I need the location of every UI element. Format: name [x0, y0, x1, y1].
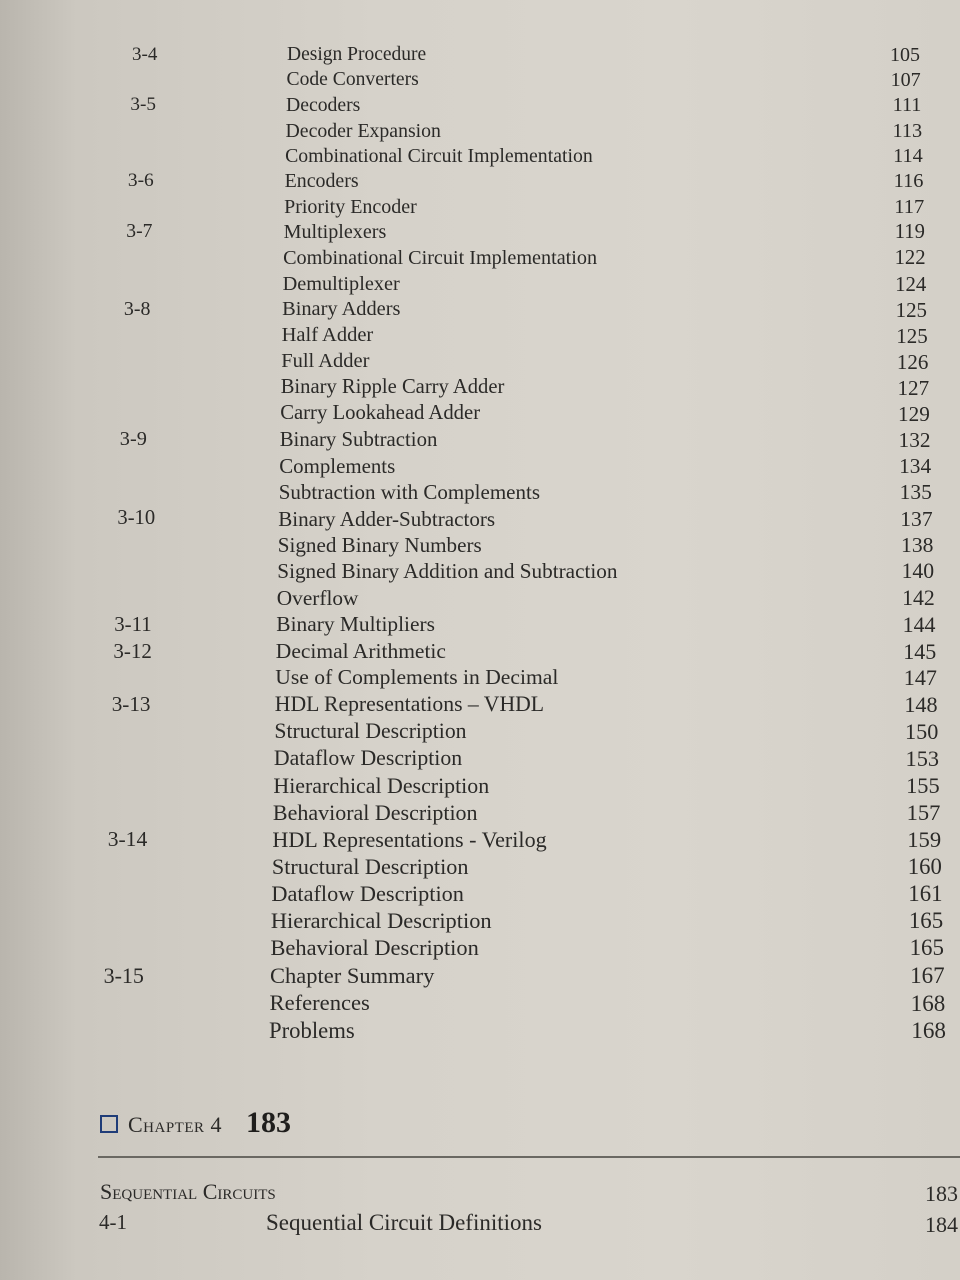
- toc-entry-title: Dataflow Description: [273, 745, 463, 770]
- toc-page-number: 113: [892, 119, 923, 142]
- chapter-heading: [100, 1106, 700, 1146]
- toc-page-number: 116: [893, 170, 924, 193]
- toc-entry-title: Decimal Arithmetic: [275, 638, 446, 663]
- toc-row: [0, 612, 960, 638]
- toc-page-number: 135: [899, 480, 932, 505]
- toc-section-number: 3-11: [114, 612, 152, 637]
- toc-entry-title: Encoders: [284, 170, 359, 193]
- toc-row: [0, 170, 960, 196]
- toc-page-number: 119: [894, 221, 925, 244]
- toc-page-number: 168: [911, 1017, 946, 1044]
- toc-entry-title: Binary Adders: [282, 298, 401, 321]
- toc-page-number: 132: [898, 427, 931, 452]
- toc-entry-title: HDL Representations – VHDL: [274, 692, 545, 716]
- toc-entry-title: Dataflow Description: [271, 880, 464, 906]
- chapter-title: Sequential Circuits: [100, 1179, 276, 1204]
- toc-section-number: 3-4: [132, 44, 158, 65]
- toc-entry-title: Demultiplexer: [282, 272, 400, 295]
- toc-row: [0, 221, 960, 247]
- toc-page-number: 138: [901, 532, 934, 557]
- toc-page-number: 142: [902, 585, 935, 610]
- toc-page-number: 161: [908, 880, 943, 906]
- toc-entry-title: Hierarchical Description: [270, 908, 492, 934]
- toc-page-number: 167: [910, 962, 945, 988]
- toc-section-number: 4-1: [99, 1210, 127, 1234]
- toc-page-number: 147: [903, 665, 937, 691]
- toc-page-number: 145: [903, 638, 937, 664]
- toc-row-next: [0, 1210, 960, 1236]
- toc-page-number: 105: [890, 44, 920, 66]
- toc-row: [0, 827, 960, 853]
- toc-page-number: 150: [905, 718, 939, 744]
- toc-row: [0, 665, 960, 691]
- toc-entry-title: Structural Description: [271, 853, 469, 879]
- toc-page-number: 107: [890, 69, 921, 92]
- toc-entry-title: Binary Multipliers: [276, 612, 435, 637]
- toc-row: [0, 454, 960, 480]
- toc-section-number: 3-12: [113, 638, 152, 663]
- toc-entry-title: Use of Complements in Decimal: [275, 665, 559, 690]
- toc-row: [0, 908, 960, 934]
- toc-section-number: 3-15: [103, 962, 144, 988]
- toc-page-number: 111: [892, 94, 922, 117]
- toc-page-number: 165: [908, 908, 944, 934]
- toc-entry-title: Binary Subtraction: [279, 427, 438, 451]
- toc-row: [0, 145, 960, 171]
- toc-row: [0, 120, 960, 146]
- toc-row: [0, 247, 960, 273]
- toc-section-number: 3-9: [119, 427, 147, 450]
- toc-row: [0, 298, 960, 324]
- toc-page-number: 160: [907, 853, 942, 879]
- toc-entry-title: Behavioral Description: [270, 935, 479, 961]
- toc-page-number: 148: [904, 692, 938, 717]
- toc-row: [0, 350, 960, 376]
- toc-entry-title: Signed Binary Addition and Subtraction: [277, 559, 618, 584]
- chapter-page: 183: [246, 1106, 292, 1139]
- toc-row: [0, 586, 960, 612]
- toc-page-number: 155: [906, 772, 940, 798]
- toc-section-number: 3-14: [107, 826, 148, 851]
- toc-entry-title: Problems: [269, 1017, 355, 1043]
- toc-page-number: 126: [896, 349, 929, 374]
- toc-row: [0, 559, 960, 585]
- toc-section-number: 3-13: [111, 692, 151, 716]
- toc-row: [0, 94, 960, 120]
- toc-entry-title: Priority Encoder: [284, 195, 417, 218]
- toc-row: [0, 639, 960, 665]
- toc-entry-title: HDL Representations - Verilog: [272, 826, 547, 852]
- toc-entry-title: Decoder Expansion: [285, 119, 441, 142]
- toc-entry-title: Carry Lookahead Adder: [280, 401, 481, 424]
- toc-entry-title: Chapter Summary: [270, 962, 435, 988]
- toc-row: [0, 719, 960, 745]
- toc-page-number: 184: [925, 1212, 958, 1237]
- toc-row: [0, 990, 960, 1016]
- toc-page-number: 168: [910, 990, 946, 1017]
- toc-entry-title: References: [269, 990, 370, 1016]
- toc-section-number: 3-7: [126, 221, 153, 243]
- toc-entry-title: Complements: [279, 454, 396, 478]
- square-box-icon: [100, 1115, 118, 1133]
- toc-page-number: 124: [895, 272, 927, 296]
- toc-section-number: 3-10: [117, 506, 156, 529]
- chapter-label: Chapter 4: [128, 1112, 223, 1137]
- toc-page-number: 134: [899, 454, 932, 478]
- toc-page-number: 129: [898, 401, 930, 426]
- toc-page-number: 137: [900, 506, 933, 531]
- toc-entry-title: Behavioral Description: [272, 799, 478, 825]
- toc-section-number: 3-5: [130, 94, 156, 116]
- toc-entry-title: Combinational Circuit Implementation: [285, 144, 593, 167]
- chapter-title-page: 183: [925, 1181, 958, 1206]
- toc-row: [0, 428, 960, 454]
- toc-row: [0, 533, 960, 559]
- toc-page-number: 144: [902, 612, 936, 638]
- toc-entry-title: Hierarchical Description: [273, 772, 490, 798]
- toc-entry-title: Overflow: [276, 585, 359, 610]
- toc-row: [0, 196, 960, 222]
- toc-page-number: 127: [897, 375, 930, 400]
- toc-page-number: 165: [909, 935, 944, 961]
- toc-page-number: 114: [893, 144, 923, 167]
- toc-page-number: 125: [895, 298, 927, 323]
- toc-row: [0, 376, 960, 402]
- toc-entry-title: Half Adder: [281, 324, 374, 347]
- toc-section-number: 3-6: [127, 170, 154, 192]
- toc-entry-title: Decoders: [286, 94, 361, 117]
- toc-row: [0, 69, 960, 95]
- toc-row: [0, 773, 960, 799]
- toc-entry-title: Full Adder: [281, 349, 370, 372]
- toc-page-number: 159: [907, 826, 942, 852]
- toc-row: [0, 273, 960, 299]
- toc-entry-title: Multiplexers: [283, 221, 387, 244]
- toc-entry-title: Subtraction with Complements: [278, 480, 540, 505]
- toc-page-number: 117: [894, 195, 925, 218]
- toc-entry-title: Binary Adder-Subtractors: [278, 506, 496, 531]
- chapter-divider: [98, 1156, 960, 1158]
- toc-row: [0, 746, 960, 772]
- toc-row: [0, 963, 960, 989]
- toc-entry-title: Code Converters: [286, 69, 419, 91]
- toc-entry-title: Signed Binary Numbers: [277, 532, 482, 557]
- toc-row: [0, 935, 960, 961]
- toc-page-number: 157: [906, 799, 941, 825]
- toc-page-number: 122: [894, 246, 926, 269]
- toc-row: [0, 800, 960, 826]
- toc-row: [0, 324, 960, 350]
- toc-page-number: 140: [901, 559, 935, 584]
- toc-row: [0, 480, 960, 506]
- toc-entry-title: Structural Description: [274, 718, 467, 743]
- toc-row: [0, 44, 960, 70]
- toc-entry-title: Sequential Circuit Definitions: [266, 1210, 542, 1235]
- toc-row: [0, 507, 960, 533]
- toc-entry-title: Combinational Circuit Implementation: [283, 246, 598, 269]
- toc-entry-title: Binary Ripple Carry Adder: [280, 375, 505, 398]
- toc-row: [0, 1018, 960, 1044]
- toc-page-number: 125: [896, 324, 928, 349]
- toc-row: [0, 881, 960, 907]
- toc-row: [0, 402, 960, 428]
- toc-section-number: 3-8: [123, 298, 151, 321]
- toc-page-number: 153: [905, 745, 939, 771]
- toc-row: [0, 854, 960, 880]
- toc-entry-title: Design Procedure: [287, 44, 427, 65]
- toc-row: [0, 692, 960, 718]
